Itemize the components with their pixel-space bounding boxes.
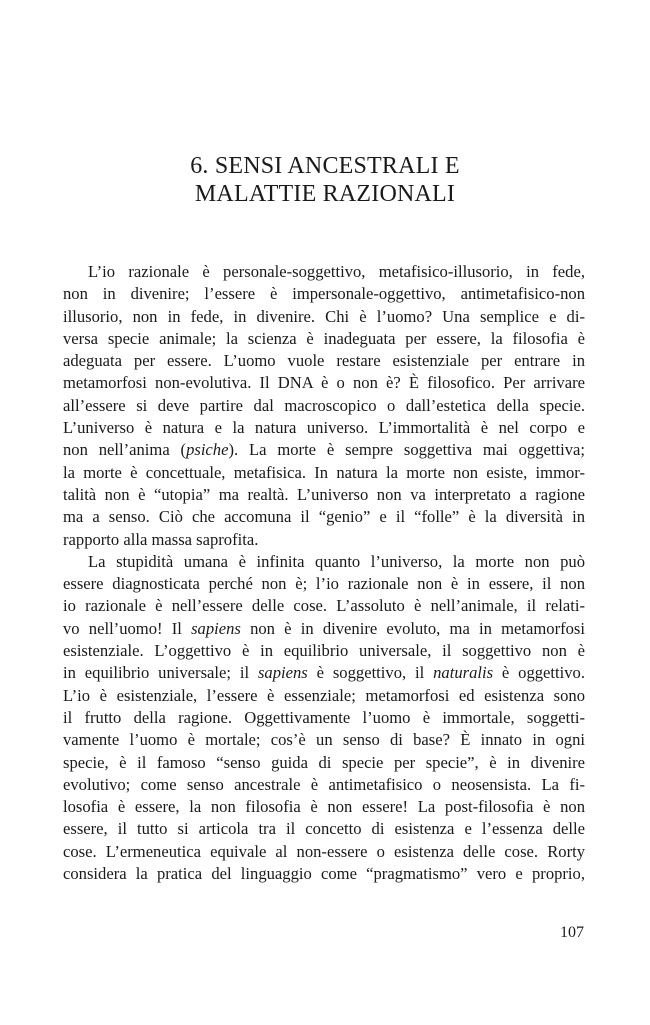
text-line: non in divenire; l’essere è impersonale-oggettivo, antimetafisico-non <box>63 284 585 304</box>
text-line: il frutto della ragione. Oggettivamente l’uomo è immortale, soggetti- <box>63 707 585 727</box>
text-line: essere, il tutto si articola tra il concetto di esistenza e l’essenza delle <box>63 819 585 839</box>
text-segment: è soggettivo, il <box>307 663 434 683</box>
text-line: ma a senso. Ciò che accomuna il “genio” e il “folle” è la diversità in <box>63 507 585 527</box>
text-line: considera la pratica del linguaggio come “pragmatismo” vero e proprio, <box>63 864 585 884</box>
chapter-title-line-1: 6. SENSI ANCESTRALI E <box>190 153 460 179</box>
text-line: specie, è il famoso “senso guida di specie per specie”, è in divenire <box>63 752 585 772</box>
text-line: vamente l’uomo è mortale; cos’è un senso di base? È innato in ogni <box>63 730 585 750</box>
text-line: all’essere si deve partire dal macroscopico o dall’estetica della specie. <box>63 395 585 415</box>
text-line <box>63 662 585 684</box>
text-line: la morte è concettuale, metafisica. In natura la morte non esiste, immor- <box>63 462 585 482</box>
text-line: versa specie animale; la scienza è inadeguata per essere, la filosofia è <box>63 328 585 348</box>
text-line: L’io razionale è personale-soggettivo, metafisico-illusorio, in fede, <box>88 262 585 281</box>
text-segment: in equilibrio universale; il <box>63 663 258 683</box>
text-line: esistenziale. L’oggettivo è in equilibrio universale, il soggettivo non è <box>63 641 585 661</box>
text-line <box>63 439 585 461</box>
text-line: rapporto alla massa saprofita. <box>63 529 259 549</box>
page-number: 107 <box>560 924 584 941</box>
text-line: evolutivo; come senso ancestrale è antimetafisico o neosensista. La fi- <box>63 774 585 794</box>
text-line: L’io è esistenziale, l’essere è essenziale; metamorfosi ed esistenza sono <box>63 685 585 705</box>
text-segment: vo nell’uomo! Il <box>63 618 192 638</box>
text-line <box>63 618 585 640</box>
text-line: adeguata per essere. L’uomo vuole restare esistenziale per entrare in <box>63 351 585 371</box>
chapter-title <box>0 152 650 208</box>
text-line: illusorio, non in fede, in divenire. Chi è l’uomo? Una semplice e di- <box>63 306 585 326</box>
text-segment: è oggettivo. <box>493 663 585 683</box>
text-line: L’universo è natura e la natura universo. L’immortalità è nel corpo e <box>63 418 585 438</box>
chapter-title-line-2: MALATTIE RAZIONALI <box>194 181 456 207</box>
text-line: essere diagnosticata perché non è; l’io razionale non è in essere, il non <box>63 574 585 594</box>
text-line: io razionale è nell’essere delle cose. L’assoluto è nell’animale, il relati- <box>63 596 585 616</box>
italic-term: sapiens <box>191 618 241 638</box>
text-segment: non nell’anima ( <box>63 440 187 460</box>
text-line: losofia è essere, la non filosofia è non essere! La post-filosofia è non <box>63 797 585 817</box>
text-line: cose. L’ermeneutica equivale al non-essere o esistenza delle cose. Rorty <box>63 841 585 861</box>
italic-term: sapiens <box>257 663 308 683</box>
text-segment: ). La morte è sempre soggettiva mai oggettiva; <box>228 440 585 460</box>
italic-term: naturalis <box>433 663 494 683</box>
text-line: La stupidità umana è infinita quanto l’universo, la morte non può <box>88 551 585 571</box>
body-text <box>63 261 585 885</box>
italic-term: psiche <box>186 440 229 460</box>
text-segment: non è in divenire evoluto, ma in metamorfosi <box>240 618 585 638</box>
text-line: talità non è “utopia” ma realtà. L’universo non va interpretato a ragione <box>63 484 585 504</box>
text-line: metamorfosi non-evolutiva. Il DNA è o non è? È filosofico. Per arrivare <box>63 373 585 393</box>
